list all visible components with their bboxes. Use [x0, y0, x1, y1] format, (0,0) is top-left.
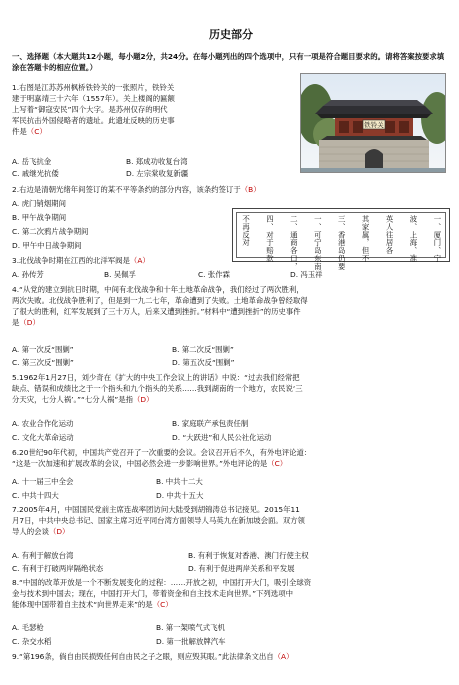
q4-option-a: A. 第一次反“围剿” — [12, 345, 74, 354]
treaty-col-1: 一、厦门、宁 — [432, 215, 442, 263]
q2-option-b: B. 甲午战争期间 — [12, 213, 67, 222]
q4-line-3: 了很大的胜利，红军发展到了三十万人，后来又遭到挫折。”材料中“遭到挫折”的历史事件 — [12, 307, 301, 317]
treaty-col-6: 一、可宁岛东南 — [313, 215, 323, 271]
treaty-col-5: 三、香港岛仍要 — [337, 215, 347, 271]
q4-option-b: B. 第二次反“围剿” — [172, 345, 234, 354]
q5-option-c: C. 文化大革命运动 — [12, 433, 74, 442]
q1-option-b: B. 郑成功收复台湾 — [126, 157, 188, 166]
q4-line-2: 两次失败。北伐战争胜利了，但是到一九二七年，革命遭到了失败。土地革命战争曾经取得 — [12, 296, 308, 306]
q1-line-5: 件是（C） — [12, 127, 47, 137]
q8-option-a: A. 毛瑟枪 — [12, 623, 44, 632]
q8-line-3: 能体现中国带着自主技术“向世界走来”的是（C） — [12, 600, 173, 610]
question-9: 9.“第196条，倘自由民损毁任何自由民之子之眼，则应毁其眼。”此法律条文出自（A） — [12, 652, 294, 661]
q6-line-2: “这是一次加速和扩展改革的会议，中国必然会进一步影响世界。”外电评论的是（C） — [12, 459, 288, 469]
q3-option-c: C. 张作霖 — [198, 270, 231, 279]
q6-option-d: D. 中共十五大 — [156, 491, 204, 500]
q1-line-2: 建于明嘉靖三十六年（1557年）。关上楼阁的匾额 — [12, 94, 175, 104]
tieling-gate-photo — [300, 73, 446, 173]
q1-option-c: C. 戚继光抗倭 — [12, 169, 59, 178]
q8-line-2: 金与技术到中国去；现在，中国打开大门，带着资金和自主技术走向世界。”下列选项中 — [12, 589, 293, 599]
gate-sign-text: 铁铃关 — [364, 121, 384, 130]
q5-line-3: 分天灾，七分人祸’。”“七分人祸”是指（D） — [12, 395, 154, 405]
q7-option-d: D. 有利于促进两岸关系和平发展 — [188, 564, 295, 573]
treaty-col-3: 英人往居各 — [385, 215, 395, 255]
treaty-col-2: 波、上海、准 — [408, 215, 418, 263]
q3-option-d: D. 冯玉祥 — [290, 270, 323, 279]
q9-answer: （A） — [273, 652, 294, 661]
q4-line-1: 4.“从党的建立到抗日时期，中间有北伐战争和十年土地革命战争，我们经过了两次胜利， — [12, 285, 304, 294]
section-heading: 一、选择题（本大题共12小题，每小题2分，共24分。在每小题列出的四个选项中，只有一项是符合题目要求的。请将答案按要求填涂在答题卡的相应位置。） — [12, 52, 445, 73]
q5-option-a: A. 农业合作化运动 — [12, 419, 74, 428]
treaty-col-9: 不再反对 — [241, 215, 251, 247]
q3-option-b: B. 吴佩孚 — [104, 270, 136, 279]
q6-option-c: C. 中共十四大 — [12, 491, 59, 500]
document-page — [10, 0, 452, 685]
q7-option-b: B. 有利于恢复对香港、澳门行使主权 — [188, 551, 309, 560]
question-2: 2.右边是清朝光绪年间签订的某不平等条约的部分内容，该条约签订于（B） — [12, 185, 261, 194]
q4-option-d: D. 第五次反“围剿” — [172, 358, 235, 367]
q5-line-2: 缺点、错误和成绩比之于一个指头和九个指头的关系……我到湖南的一个地方，农民说‘三 — [12, 384, 303, 394]
q2-answer: （B） — [240, 185, 261, 194]
q5-option-b: B. 家庭联产承包责任制 — [172, 419, 249, 428]
q8-option-b: B. 第一架喷气式飞机 — [156, 623, 225, 632]
treaty-excerpt-box — [232, 208, 450, 271]
q5-option-d: D. “大跃进”和人民公社化运动 — [172, 433, 272, 442]
question-4 — [12, 284, 452, 328]
q3-answer: （A） — [129, 256, 150, 265]
q8-answer: （C） — [152, 600, 173, 610]
q7-option-a: A. 有利于解放台湾 — [12, 551, 74, 560]
q7-answer: （D） — [48, 527, 70, 537]
q1-option-d: D. 左宗棠收复新疆 — [126, 169, 189, 178]
question-8 — [12, 577, 452, 610]
question-5 — [12, 372, 452, 405]
question-3: 3.北伐战争时期在江西的北洋军阀是（A） — [12, 256, 150, 265]
q6-answer: （C） — [267, 459, 288, 469]
treaty-col-8: 四、对于赔款 — [265, 215, 275, 263]
q8-line-1: 8.“中国的改革开放是一个不断发展变化的过程：……开放之初，中国打开大门，吸引全球资 — [12, 578, 312, 587]
q5-answer: （D） — [133, 395, 154, 405]
q4-option-c: C. 第三次反“围剿” — [12, 358, 74, 367]
q3-option-a: A. 孙传芳 — [12, 270, 44, 279]
q6-option-b: B. 中共十二大 — [156, 477, 203, 486]
page-title: 历史部分 — [209, 28, 253, 41]
q6-line-1: 6.20世纪90年代初，中国共产党召开了一次重要的会议。会议召开后不久，有外电评论道： — [12, 448, 312, 457]
q2-option-a: A. 虎门销烟期间 — [12, 199, 66, 208]
q8-option-c: C. 杂交水稻 — [12, 637, 52, 646]
question-1 — [12, 82, 298, 138]
q8-option-d: D. 第一批解放牌汽车 — [156, 637, 226, 646]
q1-answer: （C） — [26, 127, 47, 137]
treaty-col-4: 其家属，但不 — [361, 215, 371, 263]
q1-option-a: A. 岳飞抗金 — [12, 157, 52, 166]
question-7 — [12, 504, 452, 537]
q1-line-4: 军民抗击外国侵略者的遗址。此遗址反映的历史事 — [12, 116, 175, 126]
question-6 — [12, 447, 452, 469]
q7-line-3: 导人的会谈（D） — [12, 527, 70, 537]
q1-line-3: 上写着“御寇安民”四个大字。是苏州仅存的明代 — [12, 105, 168, 115]
q7-line-2: 月7日，中共中央总书记、国家主席习近平同台湾方面领导人马英九在新加坡会面。双方领 — [12, 516, 305, 526]
q7-line-1: 7.2005年4月，中国国民党前主席连战率团访问大陆受到胡锦涛总书记接见。2015年11 — [12, 505, 300, 514]
q1-line-1: 1.右图是江苏苏州枫桥铁铃关的一张照片，铁铃关 — [12, 83, 175, 92]
q4-line-4: 是（D） — [12, 318, 40, 328]
treaty-col-7: 二、通商各口， — [289, 215, 299, 271]
q5-line-1: 5.1962年1月27日，刘少奇在《扩大的中央工作会议上的讲话》中说：“过去我们经常把 — [12, 373, 300, 382]
q4-answer: （D） — [19, 318, 40, 328]
q6-option-a: A. 十一届三中全会 — [12, 477, 74, 486]
q2-option-c: C. 第二次鸦片战争期间 — [12, 227, 89, 236]
q2-option-d: D. 甲午中日战争期间 — [12, 241, 82, 250]
q7-option-c: C. 有利于打破两岸隔绝状态 — [12, 564, 104, 573]
